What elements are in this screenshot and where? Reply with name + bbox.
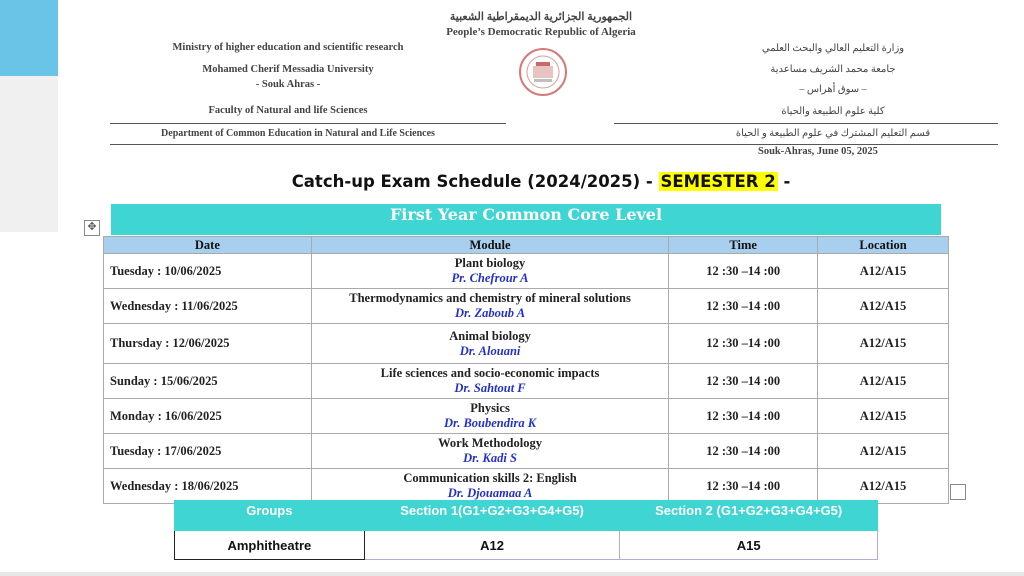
- semester-highlight: SEMESTER 2: [660, 172, 776, 191]
- cell-module: [311, 399, 669, 434]
- cell-date: Wednesday : 18/06/2025: [104, 469, 312, 504]
- ministry-en: Ministry of higher education and scientific research: [172, 42, 404, 53]
- section2-header: Section 2 (G1+G2+G3+G4+G5): [620, 501, 878, 531]
- professor-name: Dr. Zaboub A: [455, 306, 526, 320]
- cell-location: A12/A15: [818, 289, 949, 324]
- module-name: Life sciences and socio-economic impacts: [380, 366, 600, 380]
- divider-right: [614, 123, 998, 124]
- cell-location: A12/A15: [818, 364, 949, 399]
- english-republic-header: People’s Democratic Republic of Algeria: [446, 26, 636, 38]
- cell-time: 12 :30 –14 :00: [669, 289, 818, 324]
- university-en: Mohamed Cherif Messadia University: [202, 64, 374, 75]
- professor-name: Dr. Alouani: [459, 343, 521, 358]
- cell-date: Tuesday : 17/06/2025: [104, 434, 312, 469]
- cell-time: 12 :30 –14 :00: [669, 399, 818, 434]
- table-row: [104, 364, 949, 399]
- table-row: [104, 469, 949, 504]
- groups-header-row: [175, 501, 878, 531]
- table-row: [104, 434, 949, 469]
- cell-module: [311, 324, 669, 364]
- university-ar: جامعة محمد الشريف مساعدية: [770, 64, 896, 75]
- cell-location: A12/A15: [818, 324, 949, 364]
- professor-name: Dr. Boubendira K: [444, 416, 537, 430]
- section2-room: A15: [620, 531, 878, 560]
- professor-name: Dr. Sahtout F: [454, 381, 526, 395]
- city-en: - Souk Ahras -: [255, 79, 321, 90]
- module-name: Plant biology: [454, 256, 526, 270]
- level-banner: First Year Common Core Level: [111, 204, 941, 235]
- bottom-bar: [0, 572, 1024, 576]
- table-row: [104, 289, 949, 324]
- header-date: Date: [104, 237, 312, 254]
- table-row: [104, 254, 949, 289]
- left-accent-block: [0, 0, 58, 76]
- cell-date: Thursday : 12/06/2025: [104, 324, 312, 364]
- professor-name: Pr. Chefrour A: [451, 271, 529, 285]
- cell-module: [311, 289, 669, 324]
- arabic-republic-header: الجمهورية الجزائرية الديمقراطية الشعبية: [449, 11, 633, 23]
- groups-table: [174, 500, 878, 560]
- header-time: Time: [669, 237, 818, 254]
- schedule-header-row: [104, 237, 949, 254]
- cell-time: 12 :30 –14 :00: [669, 434, 818, 469]
- title-suffix: -: [777, 172, 791, 191]
- module-name: Communication skills 2: English: [403, 471, 577, 485]
- cell-time: 12 :30 –14 :00: [669, 364, 818, 399]
- cell-location: A12/A15: [818, 469, 949, 504]
- professor-name: Dr. Djouamaa A: [447, 486, 533, 500]
- section1-room: A12: [364, 531, 620, 560]
- department-en: Department of Common Education in Natural and Life Sciences: [161, 128, 435, 139]
- department-ar: قسم التعليم المشترك في علوم الطبيعة و الحياة: [735, 128, 931, 139]
- module-name: Animal biology: [449, 328, 531, 343]
- ministry-ar: وزارة التعليم العالي والبحث العلمي: [761, 43, 905, 54]
- groups-header: Groups: [175, 501, 365, 531]
- faculty-ar: كلية علوم الطبيعة والحياة: [781, 106, 885, 117]
- left-margin-panel: [0, 0, 58, 232]
- header-module: Module: [311, 237, 669, 254]
- table-row: [104, 324, 949, 364]
- cell-location: A12/A15: [818, 434, 949, 469]
- cell-module: [311, 364, 669, 399]
- divider-full: [110, 144, 998, 145]
- module-name: Thermodynamics and chemistry of mineral solutions: [349, 291, 631, 305]
- table-row: [104, 399, 949, 434]
- resize-icon[interactable]: [950, 484, 966, 500]
- faculty-en: Faculty of Natural and life Sciences: [208, 105, 368, 116]
- cell-module: [311, 434, 669, 469]
- section1-header: Section 1(G1+G2+G3+G4+G5): [364, 501, 620, 531]
- cell-location: A12/A15: [818, 254, 949, 289]
- cell-time: 12 :30 –14 :00: [669, 324, 818, 364]
- exam-schedule-table: [103, 236, 949, 504]
- title-prefix: Catch-up Exam Schedule (2024/2025) -: [291, 172, 659, 191]
- cell-date: Wednesday : 11/06/2025: [104, 289, 312, 324]
- groups-row: [175, 531, 878, 560]
- cell-date: Tuesday : 10/06/2025: [104, 254, 312, 289]
- cell-date: Monday : 16/06/2025: [104, 399, 312, 434]
- amphitheatre-label: Amphitheatre: [175, 531, 365, 560]
- header-location: Location: [818, 237, 949, 254]
- document-page: [58, 0, 1024, 576]
- move-icon[interactable]: ✥: [84, 220, 100, 236]
- professor-name: Dr. Kadi S: [463, 451, 517, 465]
- cell-time: 12 :30 –14 :00: [669, 254, 818, 289]
- city-ar: – سوق أهراس –: [799, 84, 867, 95]
- cell-date: Sunday : 15/06/2025: [104, 364, 312, 399]
- university-seal-logo: [514, 46, 572, 98]
- divider-left: [110, 123, 506, 124]
- cell-time: 12 :30 –14 :00: [669, 469, 818, 504]
- cell-location: A12/A15: [818, 399, 949, 434]
- issue-date: Souk-Ahras, June 05, 2025: [758, 146, 878, 157]
- module-name: Physics: [470, 401, 510, 415]
- page-title: [58, 172, 1024, 191]
- cell-module: [311, 469, 669, 504]
- cell-module: [311, 254, 669, 289]
- module-name: Work Methodology: [438, 436, 542, 450]
